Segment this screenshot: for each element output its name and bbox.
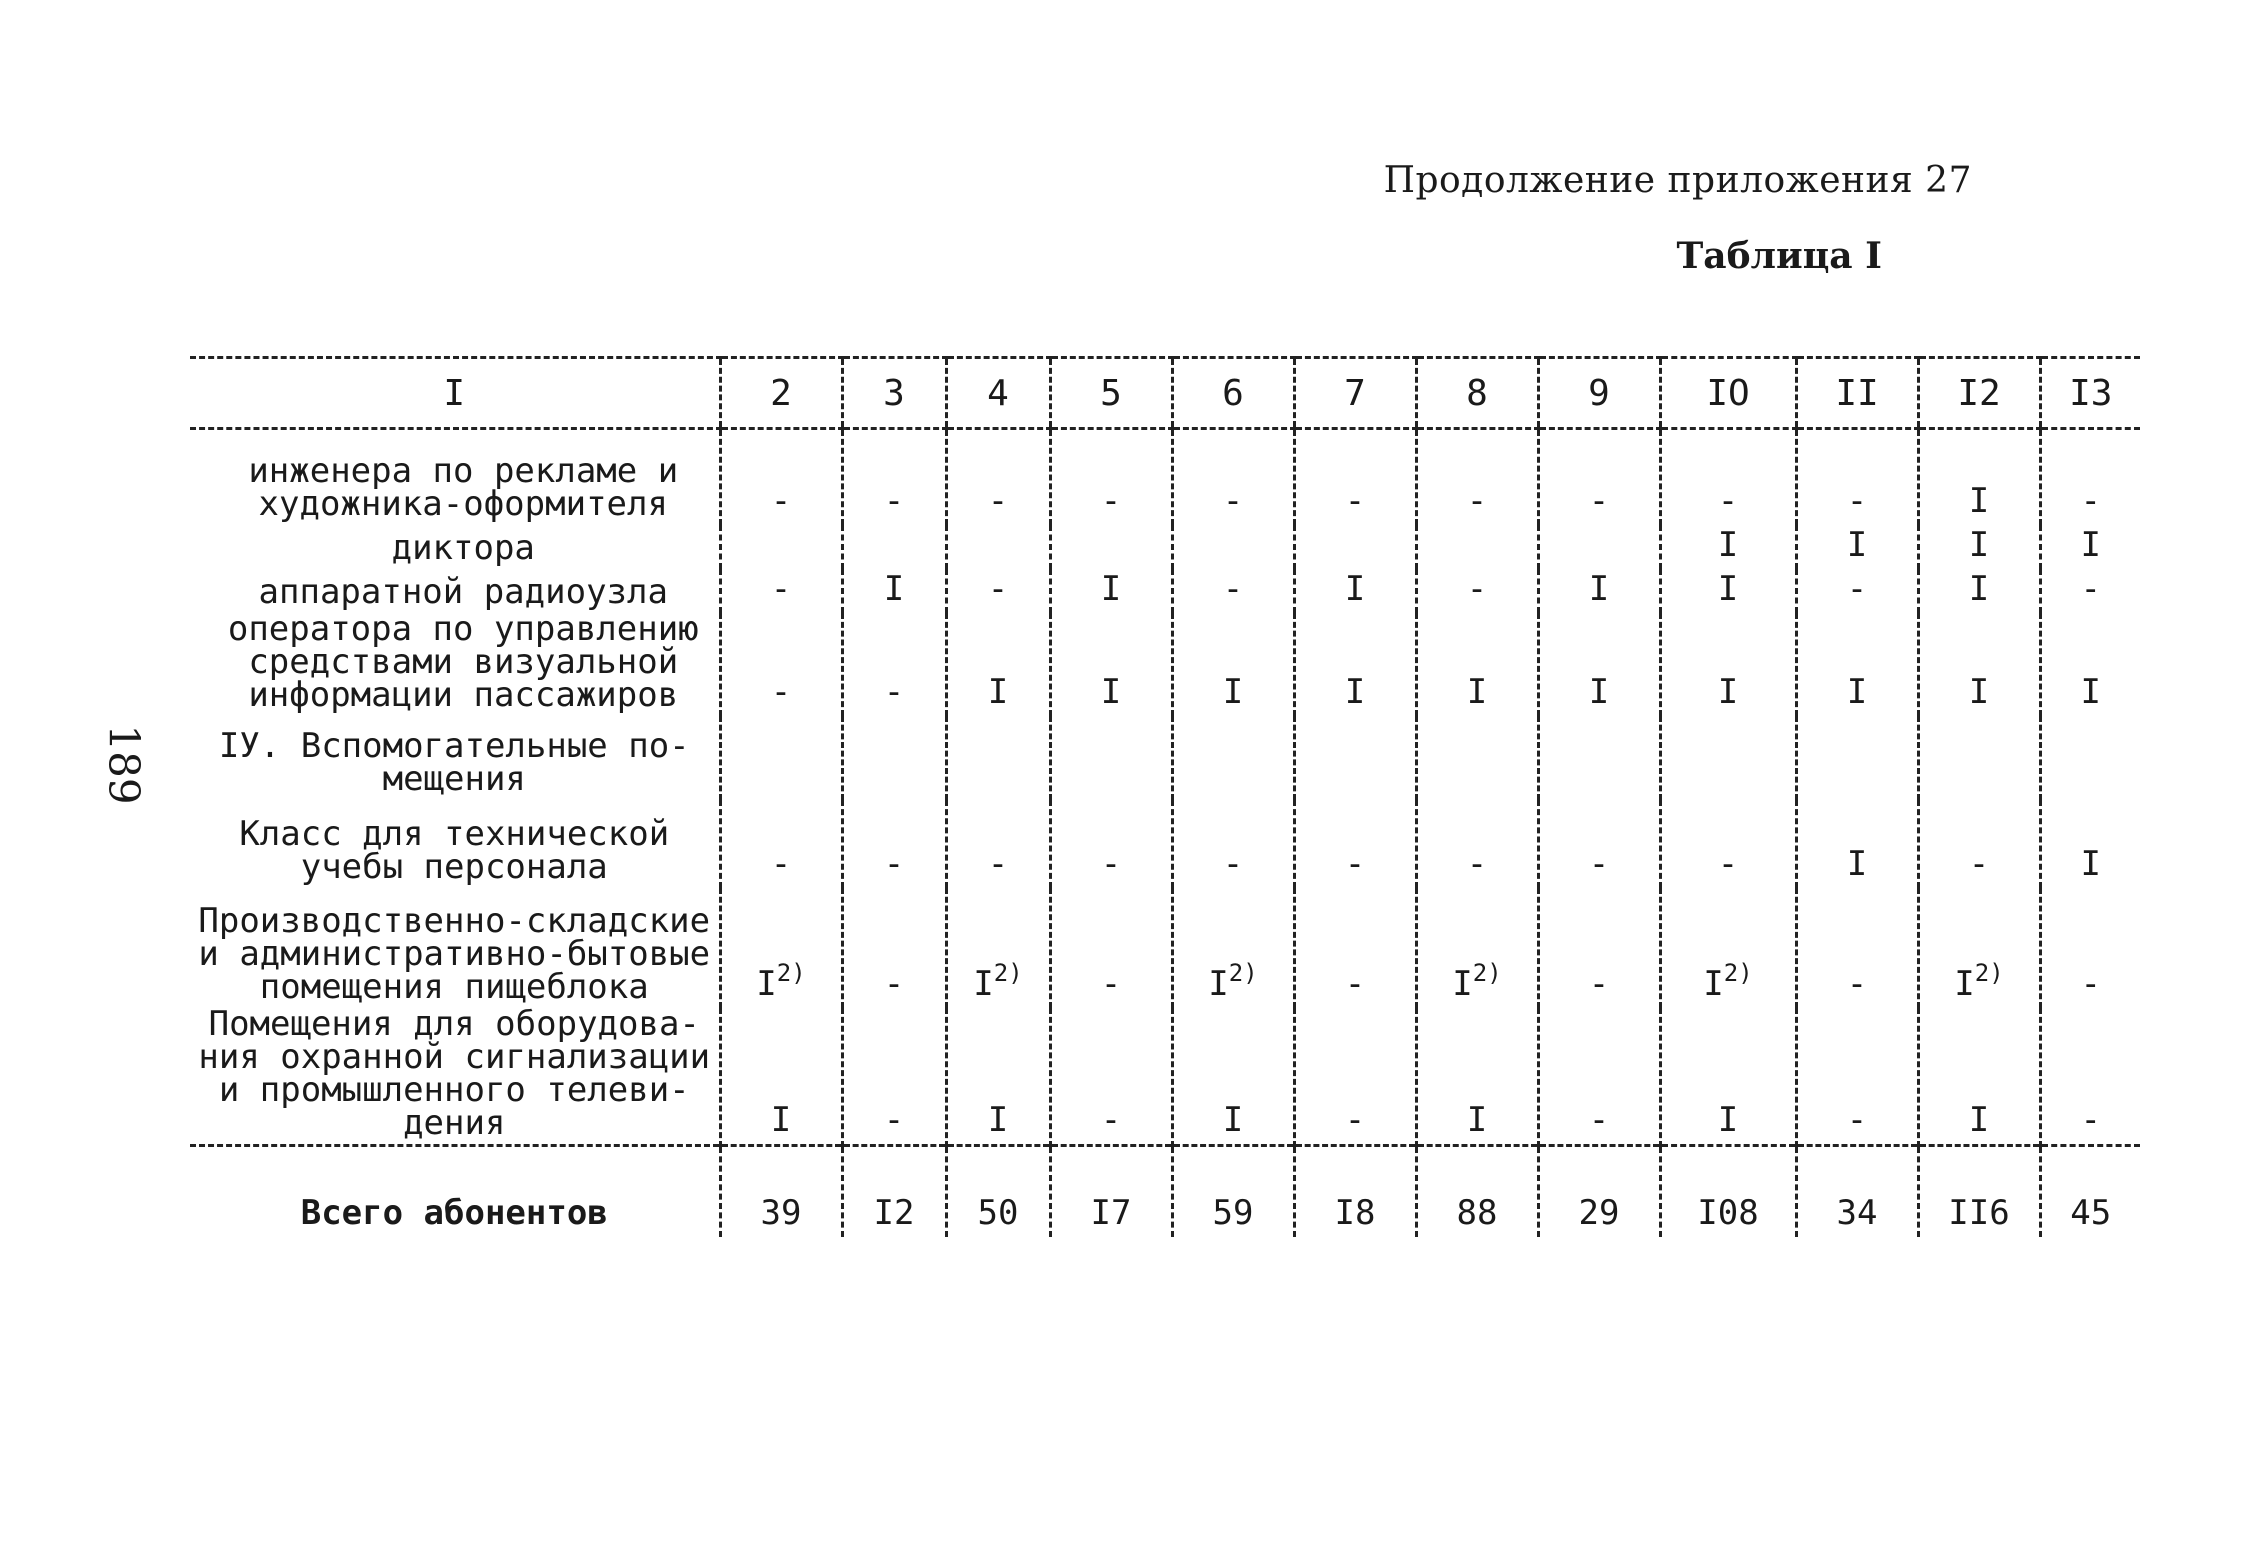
cell-text: - [1344,1099,1366,1140]
cell-text: I [1717,671,1739,712]
cell-text: - [1466,843,1488,884]
column-header-7: 7 [1294,358,1416,429]
cell-value [1538,716,1660,800]
table-row [190,429,2140,525]
cell-text: I [987,671,1009,712]
cell-text: - [2080,480,2101,521]
cell-value [1172,888,1294,1008]
cell-value [2040,716,2140,800]
row-label-line: оператора по управлению [227,608,699,649]
cell-text: - [770,843,792,884]
cell-text: I [1222,1099,1244,1140]
row-label [190,1003,720,1146]
row-label-line: и административно-бытовые [198,933,711,974]
cell-text: I [1466,1099,1488,1140]
cell-value [946,1008,1050,1146]
cell-text: I [1588,671,1610,712]
cell-value [946,429,1050,525]
row-label-line: аппаратной радиоузла [258,571,668,612]
column-header-4: 4 [946,358,1050,429]
cell-text: - [1466,480,1488,521]
total-value: I7 [1050,1145,1172,1237]
cell-text: I [1703,963,1724,1004]
cell-value [1918,429,2040,525]
cell-value [1416,613,1538,716]
table-row [190,888,2140,1008]
cell-text: - [770,480,792,521]
cell-value [1538,569,1660,613]
cell-value [2040,613,2140,716]
cell-value [1660,800,1796,888]
total-value: 45 [2040,1145,2140,1237]
cell-text: I [883,568,905,609]
cell-value [1918,1008,2040,1146]
cell-value [946,716,1050,800]
cell-value [1538,525,1660,569]
row-label-line: инженера по рекламе и [248,450,679,491]
cell-value [1796,525,1918,569]
footnote-marker: 2) [1974,958,2004,987]
cell-text: - [2080,1099,2101,1140]
cell-text: - [883,671,905,712]
cell-value [1294,429,1416,525]
cell-value [946,525,1050,569]
table-title: Таблица I [1676,235,1882,277]
table-row [190,716,2140,800]
cell-value [1172,429,1294,525]
cell-text: I [1968,480,1990,521]
cell-text: I [1452,963,1473,1004]
cell-text: - [883,480,905,521]
cell-text: I [1588,568,1610,609]
cell-value [946,888,1050,1008]
cell-value [1050,613,1172,716]
cell-value [1294,525,1416,569]
cell-value [1050,429,1172,525]
table-row [190,800,2140,888]
cell-text: - [1846,568,1868,609]
table-row [190,525,2140,569]
cell-value [1538,800,1660,888]
cell-text: I [1968,1099,1990,1140]
row-label-line: IУ. Вспомогательные по- [218,725,690,766]
table-row [190,613,2140,716]
cell-text: - [1588,1099,1610,1140]
column-header-8: 8 [1416,358,1538,429]
cell-value [1294,613,1416,716]
total-value: 50 [946,1145,1050,1237]
cell-value [946,613,1050,716]
cell-text: I [973,963,994,1004]
row-label-line: средствами визуальной [248,641,679,682]
cell-text: - [1100,963,1122,1004]
row-label-line: Класс для технической [239,813,670,854]
cell-text: - [770,568,792,609]
cell-value [1294,888,1416,1008]
cell-text: - [1588,843,1610,884]
cell-text: - [1344,963,1366,1004]
cell-value [2040,800,2140,888]
row-label-line: диктора [391,527,535,568]
cell-text: I [1846,524,1868,565]
cell-text: I [1100,671,1122,712]
cell-value [2040,569,2140,613]
cell-value [1538,888,1660,1008]
row-label [190,429,720,525]
cell-value [1416,525,1538,569]
cell-text: I [1208,963,1229,1004]
row-label [190,716,720,800]
cell-value [1918,525,2040,569]
cell-text: - [1717,480,1739,521]
cell-value [1172,800,1294,888]
cell-value [1294,800,1416,888]
cell-value [842,525,946,569]
cell-value [1918,716,2040,800]
cell-text: I [1717,1099,1739,1140]
total-value: 88 [1416,1145,1538,1237]
row-label [190,800,720,888]
cell-value [1660,1008,1796,1146]
row-label-line: информации пассажиров [248,674,679,715]
cell-value [2040,1008,2140,1146]
cell-value [1294,716,1416,800]
cell-text: I [1968,568,1990,609]
cell-value [2040,525,2140,569]
footnote-marker: 2) [1228,958,1258,987]
cell-text: - [1466,568,1488,609]
cell-value [842,716,946,800]
cell-text: I [987,1099,1009,1140]
cell-text: I [1466,671,1488,712]
footnote-marker: 2) [993,958,1023,987]
cell-text: - [1100,1099,1122,1140]
row-label [190,888,720,1008]
cell-text: - [1717,843,1739,884]
row-label-line: Производственно-складские [198,900,711,941]
cell-value [1416,800,1538,888]
cell-text: I [756,963,777,1004]
row-label-line: художника-оформителя [258,483,668,524]
cell-value [1918,800,2040,888]
table-header-row [190,358,2140,429]
cell-value [1918,569,2040,613]
cell-text: - [2080,568,2101,609]
cell-text: I [2080,671,2101,712]
cell-value [1172,716,1294,800]
cell-value [1172,569,1294,613]
cell-value [1660,429,1796,525]
cell-value [1050,569,1172,613]
cell-value [1796,888,1918,1008]
cell-value [1796,569,1918,613]
cell-value [1050,800,1172,888]
total-value: II6 [1918,1145,2040,1237]
cell-value [842,800,946,888]
cell-value [1416,716,1538,800]
cell-value [720,569,842,613]
cell-value [2040,888,2140,1008]
cell-text: - [1222,843,1244,884]
cell-value [1660,525,1796,569]
column-header-12: I2 [1918,358,2040,429]
cell-value [1918,888,2040,1008]
total-value: I08 [1660,1145,1796,1237]
row-label-line: учебы персонала [300,846,608,887]
column-header-5: 5 [1050,358,1172,429]
cell-value [1538,429,1660,525]
total-value: 59 [1172,1145,1294,1237]
cell-text: - [1100,480,1122,521]
page-number: 189 [99,724,149,805]
table-row [190,569,2140,613]
row-label [190,608,720,716]
data-table [190,356,2140,1237]
cell-value [720,1008,842,1146]
total-row [190,1145,2140,1237]
cell-text: I [1344,671,1366,712]
column-header-6: 6 [1172,358,1294,429]
column-header-1: I [190,358,720,429]
cell-value [1660,613,1796,716]
cell-value [1538,1008,1660,1146]
cell-text: - [1588,480,1610,521]
cell-value [1172,613,1294,716]
cell-value [1796,800,1918,888]
cell-value [1660,716,1796,800]
cell-text: I [1717,524,1739,565]
row-label-line: мещения [382,758,526,799]
cell-value [1796,613,1918,716]
cell-value [1172,1008,1294,1146]
row-label [190,525,720,569]
cell-value [2040,429,2140,525]
cell-text: - [883,963,905,1004]
cell-value [1050,1008,1172,1146]
cell-text: I [1954,963,1975,1004]
total-value: 39 [720,1145,842,1237]
cell-value [720,429,842,525]
footnote-marker: 2) [1472,958,1502,987]
cell-value [1172,525,1294,569]
total-label: Всего абонентов [190,1145,720,1237]
cell-text: - [987,480,1009,521]
table-body [190,429,2140,1237]
cell-value [720,716,842,800]
cell-text: - [1588,963,1610,1004]
row-label-line: дения [403,1102,506,1143]
cell-text: - [987,568,1009,609]
cell-value [1660,569,1796,613]
cell-value [946,800,1050,888]
cell-text: I [1968,524,1990,565]
table-row [190,1008,2140,1146]
cell-value [842,613,946,716]
cell-text: I [1846,843,1868,884]
cell-text: I [770,1099,792,1140]
cell-value [720,888,842,1008]
cell-value [1416,429,1538,525]
cell-value [842,569,946,613]
cell-value [1416,1008,1538,1146]
cell-value [1416,888,1538,1008]
cell-text: I [1344,568,1366,609]
cell-text: - [883,1099,905,1140]
cell-text: - [770,671,792,712]
total-value: I8 [1294,1145,1416,1237]
cell-text: I [1717,568,1739,609]
cell-value [1294,569,1416,613]
total-value: I2 [842,1145,946,1237]
cell-value [1294,1008,1416,1146]
cell-value [842,888,946,1008]
cell-text: - [1846,963,1868,1004]
cell-text: - [1222,480,1244,521]
cell-text: I [1222,671,1244,712]
cell-value [720,800,842,888]
cell-value [720,525,842,569]
cell-text: - [1100,843,1122,884]
cell-text: I [1968,671,1990,712]
cell-value [1050,716,1172,800]
cell-value [842,429,946,525]
row-label-line: Помещения для оборудова- [208,1003,700,1044]
cell-text: - [1344,480,1366,521]
footnote-marker: 2) [776,958,806,987]
cell-text: I [2080,524,2101,565]
footnote-marker: 2) [1723,958,1753,987]
cell-text: I [1100,568,1122,609]
cell-value [1416,569,1538,613]
column-header-10: IO [1660,358,1796,429]
row-label-line: помещения пищеблока [259,966,649,1007]
cell-text: - [2080,963,2101,1004]
column-header-13: I3 [2040,358,2140,429]
cell-value [1538,613,1660,716]
cell-value [946,569,1050,613]
cell-text: - [1846,480,1868,521]
total-value: 29 [1538,1145,1660,1237]
cell-value [1050,888,1172,1008]
page-header [1384,160,1972,277]
continuation-label: Продолжение приложения 27 [1383,160,1972,201]
cell-value [1796,429,1918,525]
cell-text: - [1222,568,1244,609]
cell-value [1050,525,1172,569]
cell-value [720,613,842,716]
row-label [190,569,720,613]
cell-text: I [2080,843,2101,884]
total-value: 34 [1796,1145,1918,1237]
cell-text: - [987,843,1009,884]
cell-text: - [1846,1099,1868,1140]
cell-value [842,1008,946,1146]
cell-value [1918,613,2040,716]
cell-value [1660,888,1796,1008]
column-header-3: 3 [842,358,946,429]
column-header-2: 2 [720,358,842,429]
cell-value [1796,716,1918,800]
column-header-9: 9 [1538,358,1660,429]
cell-text: I [1846,671,1868,712]
column-header-11: II [1796,358,1918,429]
row-label-line: ния охранной сигнализации [198,1036,711,1077]
cell-text: - [1344,843,1366,884]
cell-value [1796,1008,1918,1146]
cell-text: - [1968,843,1990,884]
cell-text: - [883,843,905,884]
row-label-line: и промышленного телеви- [218,1069,690,1110]
